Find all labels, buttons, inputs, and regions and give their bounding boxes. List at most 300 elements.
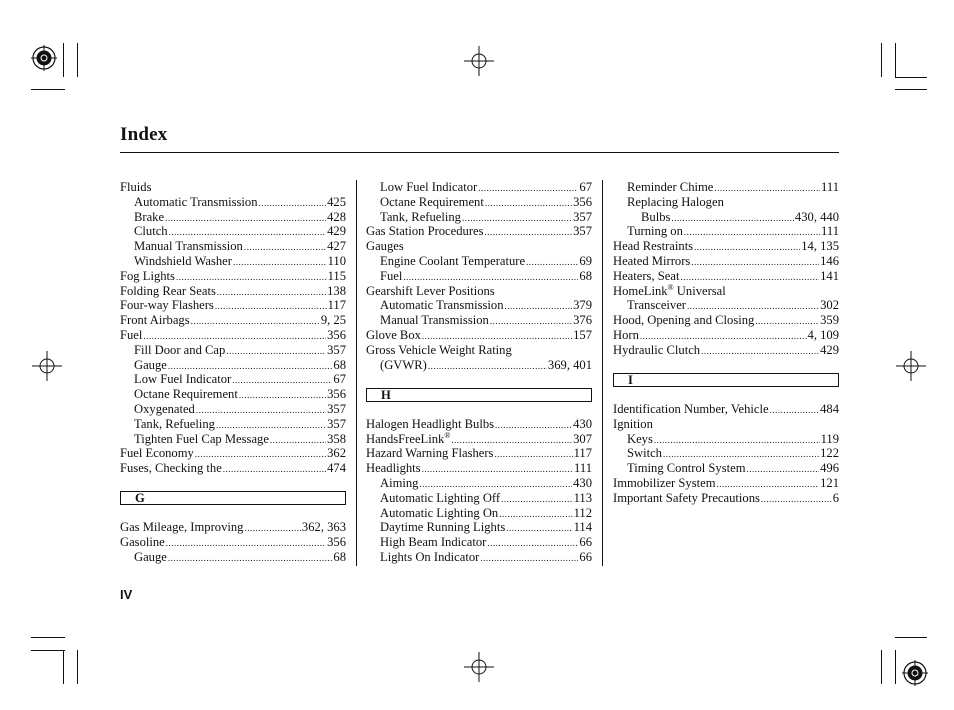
- entry-text: [120, 520, 243, 535]
- dot-leader: [168, 359, 333, 374]
- entry-label: Lights On Indicator: [380, 549, 480, 564]
- entry-text: [627, 298, 686, 313]
- index-subentry: [120, 254, 346, 269]
- index-subentry: [613, 224, 839, 239]
- entry-label: Automatic Transmission: [134, 194, 258, 209]
- entry-label: Hood, Opening and Closing: [613, 313, 755, 328]
- dot-leader: [215, 299, 327, 314]
- page-reference[interactable]: 141: [820, 268, 839, 283]
- entry-text: [380, 313, 489, 328]
- page-reference[interactable]: 114: [573, 520, 592, 535]
- entry-label: Transceiver: [627, 298, 686, 313]
- index-entry: [120, 328, 346, 343]
- page-reference[interactable]: 66: [579, 535, 592, 550]
- entry-label: Automatic Transmission: [380, 298, 504, 313]
- dot-leader: [217, 285, 326, 300]
- dot-leader: [419, 477, 572, 492]
- spacer: [120, 506, 346, 521]
- page-reference[interactable]: 484: [820, 401, 839, 416]
- index-subentry: [120, 224, 346, 239]
- entry-label: Fog Lights: [120, 268, 175, 283]
- entry-label: Octane Requirement: [134, 387, 238, 402]
- registered-mark: ®: [667, 282, 674, 292]
- index-entry: [120, 535, 346, 550]
- entry-text: [613, 402, 769, 417]
- spacer: [366, 402, 592, 417]
- index-entry: [120, 269, 346, 284]
- dot-leader: [663, 447, 819, 462]
- dot-leader: [640, 329, 807, 344]
- index-subentry: [120, 358, 346, 373]
- entry-label: Gross Vehicle Weight Rating: [366, 342, 512, 357]
- index-subentry: [613, 195, 839, 210]
- entry-text: [613, 313, 754, 328]
- page-reference[interactable]: 362, 363: [301, 520, 346, 535]
- entry-label: Gauge: [134, 549, 167, 564]
- index-subentry: [120, 210, 346, 225]
- entry-text: [380, 210, 461, 225]
- entry-text: [134, 550, 167, 565]
- dot-leader: [422, 462, 573, 477]
- page-reference[interactable]: 379: [573, 298, 592, 313]
- entry-label: Fuses, Checking the: [120, 461, 222, 476]
- dot-leader: [176, 270, 327, 285]
- entry-label: Engine Coolant Temperature: [380, 253, 526, 268]
- entry-text: [120, 284, 216, 299]
- page-reference[interactable]: 121: [820, 475, 839, 490]
- entry-text: [134, 254, 232, 269]
- entry-text: [613, 239, 693, 254]
- dot-leader: [462, 211, 572, 226]
- dot-leader: [226, 344, 326, 359]
- entry-label: Brake: [134, 209, 165, 224]
- index-entry: [366, 417, 592, 432]
- entry-text: [366, 417, 494, 432]
- entry-text: [134, 210, 164, 225]
- index-entry: [366, 461, 592, 476]
- page-reference[interactable]: 369, 401: [547, 357, 592, 372]
- entry-text: [366, 446, 493, 461]
- entry-text: [366, 284, 495, 299]
- index-subentry: [366, 358, 592, 373]
- index-entry: [613, 254, 839, 269]
- section-letter-heading: G: [120, 491, 346, 505]
- page-reference[interactable]: 357: [327, 342, 346, 357]
- entry-label: Horn: [613, 327, 639, 342]
- entry-label: Heated Mirrors: [613, 253, 691, 268]
- entry-label: Tank, Refueling: [380, 209, 461, 224]
- page-reference[interactable]: 110: [327, 253, 346, 268]
- entry-text: [134, 224, 168, 239]
- dot-leader: [244, 240, 326, 255]
- page-reference[interactable]: 359: [820, 313, 839, 328]
- entry-label: Headlights: [366, 461, 421, 476]
- index-subentry: [366, 210, 592, 225]
- entry-label: High Beam Indicator: [380, 535, 487, 550]
- page-reference[interactable]: 111: [821, 180, 839, 194]
- index-entry: [613, 284, 839, 299]
- page-reference[interactable]: 356: [327, 327, 346, 342]
- entry-text: [627, 446, 662, 461]
- index-column-2: [366, 180, 592, 565]
- page-reference[interactable]: 9, 25: [320, 313, 346, 328]
- dot-leader: [166, 536, 326, 551]
- page-reference[interactable]: 357: [573, 209, 592, 224]
- entry-text: [366, 224, 484, 239]
- entry-label: Heaters, Seat: [613, 268, 680, 283]
- entry-label: Identification Number, Vehicle: [613, 401, 769, 416]
- section-letter-heading: H: [366, 388, 592, 402]
- entry-text: [134, 372, 231, 387]
- page-reference[interactable]: 117: [327, 298, 346, 313]
- entry-text: [120, 461, 222, 476]
- entry-text: [366, 239, 404, 254]
- entry-label: Gas Station Procedures: [366, 224, 484, 239]
- index-entry: [366, 328, 592, 343]
- dot-leader: [143, 329, 326, 344]
- entry-text: [641, 210, 670, 225]
- dot-leader: [495, 418, 572, 433]
- entry-label: Gasoline: [120, 535, 165, 550]
- page-reference[interactable]: 4, 109: [807, 327, 839, 342]
- index-subentry: [613, 461, 839, 476]
- entry-label: Clutch: [134, 224, 168, 239]
- page-reference[interactable]: 113: [573, 490, 592, 505]
- index-subentry: [366, 476, 592, 491]
- dot-leader: [506, 521, 572, 536]
- entry-label: Aiming: [380, 475, 419, 490]
- entry-text: [120, 180, 152, 195]
- entry-text: [380, 358, 427, 373]
- entry-label: Automatic Lighting On: [380, 505, 499, 520]
- entry-label: Important Safety Precautions: [613, 490, 760, 505]
- entry-label: Fill Door and Cap: [134, 342, 226, 357]
- index-column-1: [120, 180, 346, 565]
- dot-leader: [223, 462, 326, 477]
- page-reference[interactable]: 358: [327, 431, 346, 446]
- entry-text: [120, 298, 214, 313]
- page-reference[interactable]: 356: [573, 194, 592, 209]
- index-entry: [366, 239, 592, 254]
- entry-label: Gas Mileage, Improving: [120, 520, 244, 535]
- index-subentry: [120, 387, 346, 402]
- index-subentry: [613, 298, 839, 313]
- crosshair-icon: [896, 351, 926, 381]
- entry-label: Low Fuel Indicator: [134, 372, 232, 387]
- spacer: [366, 372, 592, 387]
- entry-label: Folding Rear Seats: [120, 283, 216, 298]
- index-subentry: [366, 535, 592, 550]
- page-reference[interactable]: 362: [327, 446, 346, 461]
- dot-leader: [403, 270, 578, 285]
- entry-text: [134, 417, 215, 432]
- entry-text: [380, 195, 484, 210]
- index-subentry: [120, 550, 346, 565]
- dot-leader: [428, 359, 547, 374]
- registered-mark: ®: [444, 430, 451, 440]
- dot-leader: [770, 403, 820, 418]
- entry-text: [366, 343, 512, 358]
- spacer: [120, 476, 346, 491]
- page-reference[interactable]: 376: [573, 313, 592, 328]
- page-reference[interactable]: 425: [327, 194, 346, 209]
- page-reference[interactable]: 117: [573, 446, 592, 461]
- dot-leader: [485, 225, 573, 240]
- index-entry: [613, 476, 839, 491]
- index-entry: [613, 328, 839, 343]
- dot-leader: [259, 196, 327, 211]
- dot-leader: [526, 255, 578, 270]
- index-entry: [120, 313, 346, 328]
- page-reference[interactable]: 357: [327, 416, 346, 431]
- entry-label: Replacing Halogen: [627, 194, 724, 209]
- page-reference[interactable]: 307: [573, 431, 592, 446]
- page-reference[interactable]: 357: [573, 224, 592, 239]
- index-entry: [120, 520, 346, 535]
- dot-leader: [169, 225, 327, 240]
- dot-leader: [478, 181, 578, 196]
- page-reference[interactable]: 430: [573, 475, 592, 490]
- index-subentry: [120, 432, 346, 447]
- entry-label: Head Restraints: [613, 239, 694, 254]
- entry-text: [134, 195, 258, 210]
- dot-leader: [191, 314, 320, 329]
- entry-text: [627, 195, 724, 210]
- entry-text: [380, 180, 477, 195]
- dot-leader: [761, 492, 832, 507]
- entry-text: [613, 269, 679, 284]
- index-subentry: [613, 210, 839, 225]
- index-entry: [613, 491, 839, 506]
- entry-label: Gearshift Lever Positions: [366, 283, 495, 298]
- dot-leader: [244, 521, 300, 536]
- page-reference[interactable]: 14, 135: [801, 239, 839, 254]
- entry-label: Turning on: [627, 224, 683, 239]
- entry-text: [613, 343, 700, 358]
- index-entry: [366, 432, 592, 447]
- page-reference[interactable]: 302: [820, 298, 839, 313]
- index-entry: [613, 239, 839, 254]
- entry-label: Four-way Flashers: [120, 298, 214, 313]
- index-subentry: [366, 180, 592, 195]
- page-reference[interactable]: 428: [327, 209, 346, 224]
- page-reference[interactable]: 122: [820, 446, 839, 461]
- dot-leader: [716, 477, 819, 492]
- entry-text: [380, 506, 498, 521]
- entry-label: Automatic Lighting Off: [380, 490, 501, 505]
- dot-leader: [694, 240, 800, 255]
- entry-text: [366, 328, 421, 343]
- spacer: [613, 358, 839, 373]
- index-subentry: [120, 239, 346, 254]
- index-subentry: [120, 417, 346, 432]
- index-subentry: [613, 446, 839, 461]
- dot-leader: [490, 314, 572, 329]
- entry-label: Hazard Warning Flashers: [366, 446, 494, 461]
- index-entry: [120, 461, 346, 476]
- title-rule: [120, 152, 839, 153]
- dot-leader: [499, 507, 572, 522]
- entry-label: Fuel: [380, 268, 403, 283]
- column-divider: [602, 180, 603, 566]
- page-reference[interactable]: 68: [333, 357, 346, 372]
- entry-text: [613, 417, 653, 432]
- page-reference[interactable]: 429: [327, 224, 346, 239]
- entry-label: Tank, Refueling: [134, 416, 215, 431]
- page-reference[interactable]: 146: [820, 253, 839, 268]
- entry-label: Reminder Chime: [627, 180, 714, 194]
- entry-label: Switch: [627, 446, 662, 461]
- crosshair-icon: [464, 652, 494, 682]
- index-entry: [613, 402, 839, 417]
- page-reference[interactable]: 496: [820, 461, 839, 476]
- dot-leader: [480, 551, 578, 566]
- index-subentry: [366, 520, 592, 535]
- index-entry: [120, 446, 346, 461]
- entry-label: Timing Control System: [627, 461, 746, 476]
- entry-text: [613, 491, 760, 506]
- entry-text: [134, 402, 195, 417]
- entry-label: Windshield Washer: [134, 253, 232, 268]
- page-reference[interactable]: 66: [579, 549, 592, 564]
- page-reference[interactable]: 429: [820, 342, 839, 357]
- entry-label: Immobilizer System: [613, 475, 716, 490]
- page-reference[interactable]: 68: [333, 549, 346, 564]
- entry-text: [627, 180, 713, 195]
- index-subentry: [366, 506, 592, 521]
- page-reference[interactable]: 67: [579, 180, 592, 194]
- page-reference[interactable]: 430, 440: [794, 209, 839, 224]
- page-reference[interactable]: 67: [333, 372, 346, 387]
- index-subentry: [120, 195, 346, 210]
- index-entry: [613, 313, 839, 328]
- entry-label: Gauge: [134, 357, 167, 372]
- page-reference[interactable]: 112: [573, 505, 592, 520]
- entry-text: [380, 550, 479, 565]
- entry-label: Fluids: [120, 180, 152, 194]
- entry-text: [380, 254, 525, 269]
- index-subentry: [613, 180, 839, 195]
- entry-text: [134, 358, 167, 373]
- dot-leader: [501, 492, 572, 507]
- entry-text: [134, 387, 238, 402]
- dot-leader: [714, 181, 820, 196]
- dot-leader: [684, 225, 820, 240]
- index-entry: [120, 180, 346, 195]
- dot-leader: [270, 433, 326, 448]
- page-reference[interactable]: 111: [821, 224, 839, 239]
- entry-text: [627, 461, 746, 476]
- page-reference[interactable]: 357: [327, 401, 346, 416]
- page-reference[interactable]: 111: [574, 461, 592, 476]
- page-reference[interactable]: 427: [327, 239, 346, 254]
- entry-text: [120, 313, 190, 328]
- entry-text: [120, 446, 194, 461]
- index-entry: [613, 343, 839, 358]
- dot-leader: [216, 418, 326, 433]
- page-title: Index: [120, 124, 168, 145]
- dot-leader: [232, 373, 332, 388]
- index-entry: [120, 284, 346, 299]
- page-reference[interactable]: 356: [327, 535, 346, 550]
- index-subentry: [120, 343, 346, 358]
- dot-leader: [422, 329, 572, 344]
- registration-target-icon: [901, 659, 929, 687]
- dot-leader: [755, 314, 819, 329]
- index-entry: [120, 298, 346, 313]
- index-subentry: [613, 432, 839, 447]
- entry-label: Glove Box: [366, 327, 421, 342]
- index-subentry: [120, 402, 346, 417]
- entry-text: [120, 328, 142, 343]
- entry-text: [380, 535, 486, 550]
- page-reference[interactable]: 68: [579, 268, 592, 283]
- index-subentry: [366, 269, 592, 284]
- page-reference[interactable]: 474: [327, 461, 346, 476]
- page-reference[interactable]: 119: [820, 431, 839, 446]
- entry-label: Keys: [627, 431, 653, 446]
- entry-label: Low Fuel Indicator: [380, 180, 478, 194]
- entry-text: [366, 461, 421, 476]
- dot-leader: [165, 211, 326, 226]
- dot-leader: [487, 536, 578, 551]
- dot-leader: [168, 551, 333, 566]
- dot-leader: [747, 462, 820, 477]
- dot-leader: [233, 255, 327, 270]
- page-reference[interactable]: 69: [579, 253, 592, 268]
- entry-text: [613, 328, 639, 343]
- entry-text: [380, 298, 504, 313]
- page-reference[interactable]: 138: [327, 283, 346, 298]
- page-reference[interactable]: 356: [327, 387, 346, 402]
- entry-label: Fuel: [120, 327, 143, 342]
- entry-text: [380, 520, 505, 535]
- index-subentry: [366, 298, 592, 313]
- entry-label: Hydraulic Clutch: [613, 342, 701, 357]
- entry-text: [134, 239, 243, 254]
- column-divider: [356, 180, 357, 566]
- entry-label: Fuel Economy: [120, 446, 194, 461]
- entry-text: [627, 432, 653, 447]
- page-reference[interactable]: 6: [832, 490, 839, 505]
- dot-leader: [671, 211, 794, 226]
- index-entry: [613, 269, 839, 284]
- entry-label: HomeLink: [613, 283, 668, 298]
- entry-text: [120, 535, 165, 550]
- dot-leader: [691, 255, 819, 270]
- page-reference[interactable]: 115: [327, 268, 346, 283]
- entry-label: (GVWR): [380, 357, 427, 372]
- index-entry: [366, 343, 592, 358]
- registration-target-icon: [30, 44, 58, 72]
- page-reference[interactable]: 430: [573, 416, 592, 431]
- dot-leader: [654, 433, 820, 448]
- page-reference[interactable]: 157: [573, 327, 592, 342]
- entry-text: [380, 491, 500, 506]
- index-entry: [613, 417, 839, 432]
- entry-text: [366, 432, 450, 447]
- entry-label: Manual Transmission: [380, 313, 489, 328]
- entry-label: Halogen Headlight Bulbs: [366, 416, 495, 431]
- dot-leader: [701, 344, 819, 359]
- index-subentry: [120, 372, 346, 387]
- entry-text: [613, 284, 726, 299]
- spacer: [613, 387, 839, 402]
- entry-label: Bulbs: [641, 209, 671, 224]
- entry-text: [380, 269, 402, 284]
- entry-label: Oxygenated: [134, 401, 195, 416]
- index-subentry: [366, 550, 592, 565]
